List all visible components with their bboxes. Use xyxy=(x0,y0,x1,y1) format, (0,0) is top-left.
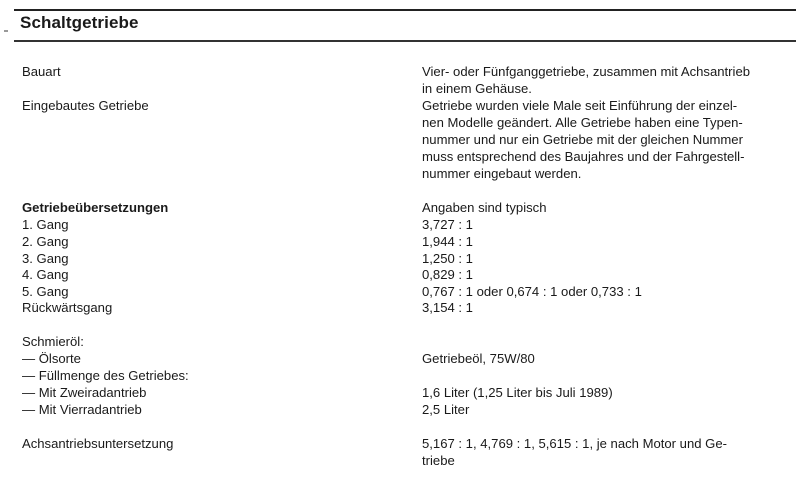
gear-ratio: 3,154 : 1 xyxy=(422,300,473,315)
gear-ratio: 0,767 : 1 oder 0,674 : 1 oder 0,733 : 1 xyxy=(422,284,642,299)
gear-label: 1. Gang xyxy=(22,217,69,232)
eingebaut-value-line: nummer eingebaut werden. xyxy=(422,166,582,181)
gear-ratio: 3,727 : 1 xyxy=(422,217,473,232)
oil-sorte-label: — Ölsorte xyxy=(22,351,81,366)
achs-label: Achsantriebsuntersetzung xyxy=(22,436,174,451)
oil-fill-label: — Füllmenge des Getriebes: xyxy=(22,368,189,383)
oil-zwei-label: — Mit Zweiradantrieb xyxy=(22,385,147,400)
bauart-value-line1: Vier- oder Fünfganggetriebe, zusammen mit Achsantrieb xyxy=(422,64,751,79)
eingebaut-value-line: Getriebe wurden viele Male seit Einführung der einzel- xyxy=(422,98,738,113)
eingebaut-label: Eingebautes Getriebe xyxy=(22,98,149,113)
ratios-heading: Getriebeübersetzungen xyxy=(22,200,169,215)
bauart-value-line2: in einem Gehäuse. xyxy=(422,81,532,96)
achs-value-line1: 5,167 : 1, 4,769 : 1, 5,615 : 1, je nach Motor und Ge- xyxy=(422,436,727,451)
achs-value-line2: triebe xyxy=(422,453,455,468)
oil-vier-label: — Mit Vierradantrieb xyxy=(22,402,142,417)
title-rule xyxy=(14,40,796,42)
bauart-label: Bauart xyxy=(22,64,61,79)
eingebaut-value-line: muss entsprechend des Baujahres und der Fahrgestell- xyxy=(422,149,745,164)
gear-label: 5. Gang xyxy=(22,284,69,299)
gear-ratio: 1,250 : 1 xyxy=(422,251,473,266)
gear-label: 4. Gang xyxy=(22,267,69,282)
oil-vier-value: 2,5 Liter xyxy=(422,402,470,417)
gear-label: 2. Gang xyxy=(22,234,69,249)
margin-mark xyxy=(4,30,8,32)
oil-zwei-value: 1,6 Liter (1,25 Liter bis Juli 1989) xyxy=(422,385,613,400)
gear-label: 3. Gang xyxy=(22,251,69,266)
gear-label: Rückwärtsgang xyxy=(22,300,113,315)
oil-sorte-value: Getriebeöl, 75W/80 xyxy=(422,351,535,366)
gear-ratio: 0,829 : 1 xyxy=(422,267,473,282)
top-rule xyxy=(14,9,796,11)
gear-ratio: 1,944 : 1 xyxy=(422,234,473,249)
page-title: Schaltgetriebe xyxy=(20,13,139,32)
oil-heading: Schmieröl: xyxy=(22,334,84,349)
eingebaut-value-line: nen Modelle geändert. Alle Getriebe haben eine Typen- xyxy=(422,115,743,130)
ratios-note: Angaben sind typisch xyxy=(422,200,547,215)
eingebaut-value-line: nummer und nur ein Getriebe mit der gleichen Nummer xyxy=(422,132,743,147)
